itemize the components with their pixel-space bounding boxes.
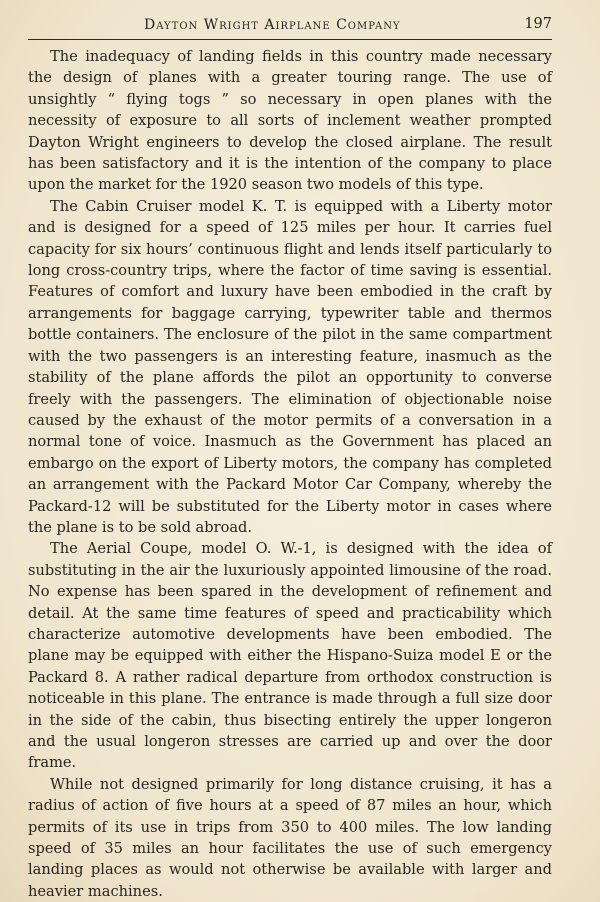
paragraph: The Cabin Cruiser model K. T. is equipped with a Liberty motor and is designed for a speed of 125 miles per hour. It carries fuel capacity for six hours’ continuous flight and lends itself particularly to long cross-country trips, where the factor of time saving is essential. Features of comfort and luxury have been embodied in the craft by arrangements for baggage carrying, typewriter table and thermos bottle containers. The enclosure of the pilot in the same compartment with the two passengers is an interesting feature, inasmuch as the stability of the plane affords the pilot an opportunity to converse freely with the passengers. The elimination of objectionable noise caused by the exhaust of the motor permits of a conversation in a normal tone of voice. Inasmuch as the Government has placed an embargo on the export of Liberty motors, the company has completed an arrangement with the Packard Motor Car Company, whereby the Packard-12 will be substituted for the Liberty motor in cases where the plane is to be sold abroad. [28,197,552,536]
paragraph: While not designed primarily for long distance cruising, it has a radius of action of five hours at a speed of 87 miles an hour, which permits of its use in trips from 350 to 400 miles. The low landing speed of 35 miles an hour facilitates the use of such emergency landing places as would not otherwise be available with larger and heavier machines. [28,775,552,900]
paragraph: The Aerial Coupe, model O. W.-1, is designed with the idea of substituting in the air the luxuriously appointed limousine of the road. No expense has been spared in the development of refinement and detail. At the same time features of speed and practicability which characterize automotive developments have been embodied. The plane may be equipped with either the Hispano-Suiza model E or the Packard 8. A rather radical departure from orthodox construction is noticeable in this plane. The entrance is made through a full size door in the side of the cabin, thus bisecting entirely the upper longeron and the usual longeron stresses are carried up and over the door frame. [28,540,552,772]
page-header [28,14,552,36]
page-number: 197 [524,16,552,32]
running-title: Dayton Wright Airplane Company [144,17,401,33]
body-text [28,46,552,902]
paragraph: The inadequacy of landing fields in this country made necessary the design of planes with a greater touring range. The use of unsightly “ flying togs ” so necessary in open planes with the necessity of exposure to all sorts of inclement weather prompted Dayton Wright engineers to develop the closed airplane. The result has been satisfactory and it is the intention of the company to place upon the market for the 1920 season two models of this type. [28,48,552,194]
header-rule [28,39,552,40]
